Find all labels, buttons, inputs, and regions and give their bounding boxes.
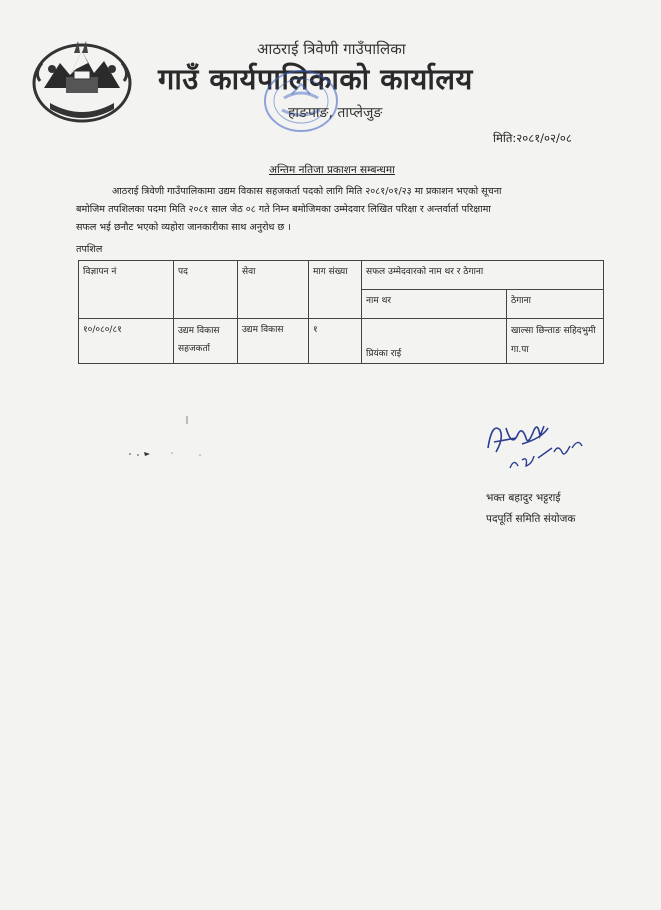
handwritten-signature-icon: [482, 408, 592, 478]
subject-heading: अन्तिम नतिजा प्रकाशन सम्बन्धमा: [269, 164, 395, 176]
header-address: ठेगाना: [507, 290, 604, 319]
header-successful: सफल उम्मेदवारको नाम थर र ठेगाना: [362, 261, 604, 290]
results-table: [78, 260, 604, 364]
scan-specks-icon: [124, 446, 204, 460]
body-line-2: बमोजिम तपशिलका पदमा मिति २०८१ साल जेठ ०८ गते निम्न बमोजिमका उम्मेदवार लिखित परिक्षा र अन्तर्वार्ता परिक्षामा: [76, 204, 491, 215]
cell-service: उद्यम विकास: [238, 319, 309, 364]
body-line-1: आठराई त्रिवेणी गाउँपालिकामा उद्यम विकास सहजकर्ता पदको लागि मिति २०८१/०१/२३ मा प्रकाशन भएको सूचना: [112, 186, 502, 197]
table-header-row: [79, 261, 604, 290]
office-subtitle: आठराई त्रिवेणी गाउँपालिका: [257, 40, 406, 58]
cell-demand: १: [309, 319, 362, 364]
signatory-title: पदपूर्ति समिति संयोजक: [486, 513, 576, 525]
header-ad-no: विज्ञापन नं: [79, 261, 174, 319]
office-stamp-icon: [262, 68, 340, 134]
header-service: सेवा: [238, 261, 309, 319]
header-name: नाम थर: [362, 290, 507, 319]
cell-post: उद्यम विकास सहजकर्ता: [174, 319, 238, 364]
header-demand: माग संख्या: [309, 261, 362, 319]
signatory-name: भक्त बहादुर भट्टराई: [486, 492, 561, 504]
header-post: पद: [174, 261, 238, 319]
notice-body: [76, 183, 604, 237]
body-line-3: सफल भई छनौट भएको व्यहोरा जानकारीका साथ अनुरोध छ ।: [76, 222, 291, 233]
table-row: [79, 319, 604, 364]
office-title: गाउँ कार्यपालिकाको कार्यालय: [158, 62, 473, 96]
cell-name: प्रियंका राई: [362, 319, 507, 364]
tapsil-label: तपशिल: [76, 244, 103, 255]
office-address: हाङपाङ, ताप्लेजुङ: [288, 105, 383, 121]
scan-mark: [186, 416, 188, 424]
issue-date: मिति:२०८१/०२/०८: [493, 131, 572, 145]
cell-ad-no: १०/०८०/८१: [79, 319, 174, 364]
cell-address: खाल्सा छिन्ताङ सहिदभुमी गा.पा: [507, 319, 604, 364]
government-emblem-icon: [30, 33, 134, 123]
